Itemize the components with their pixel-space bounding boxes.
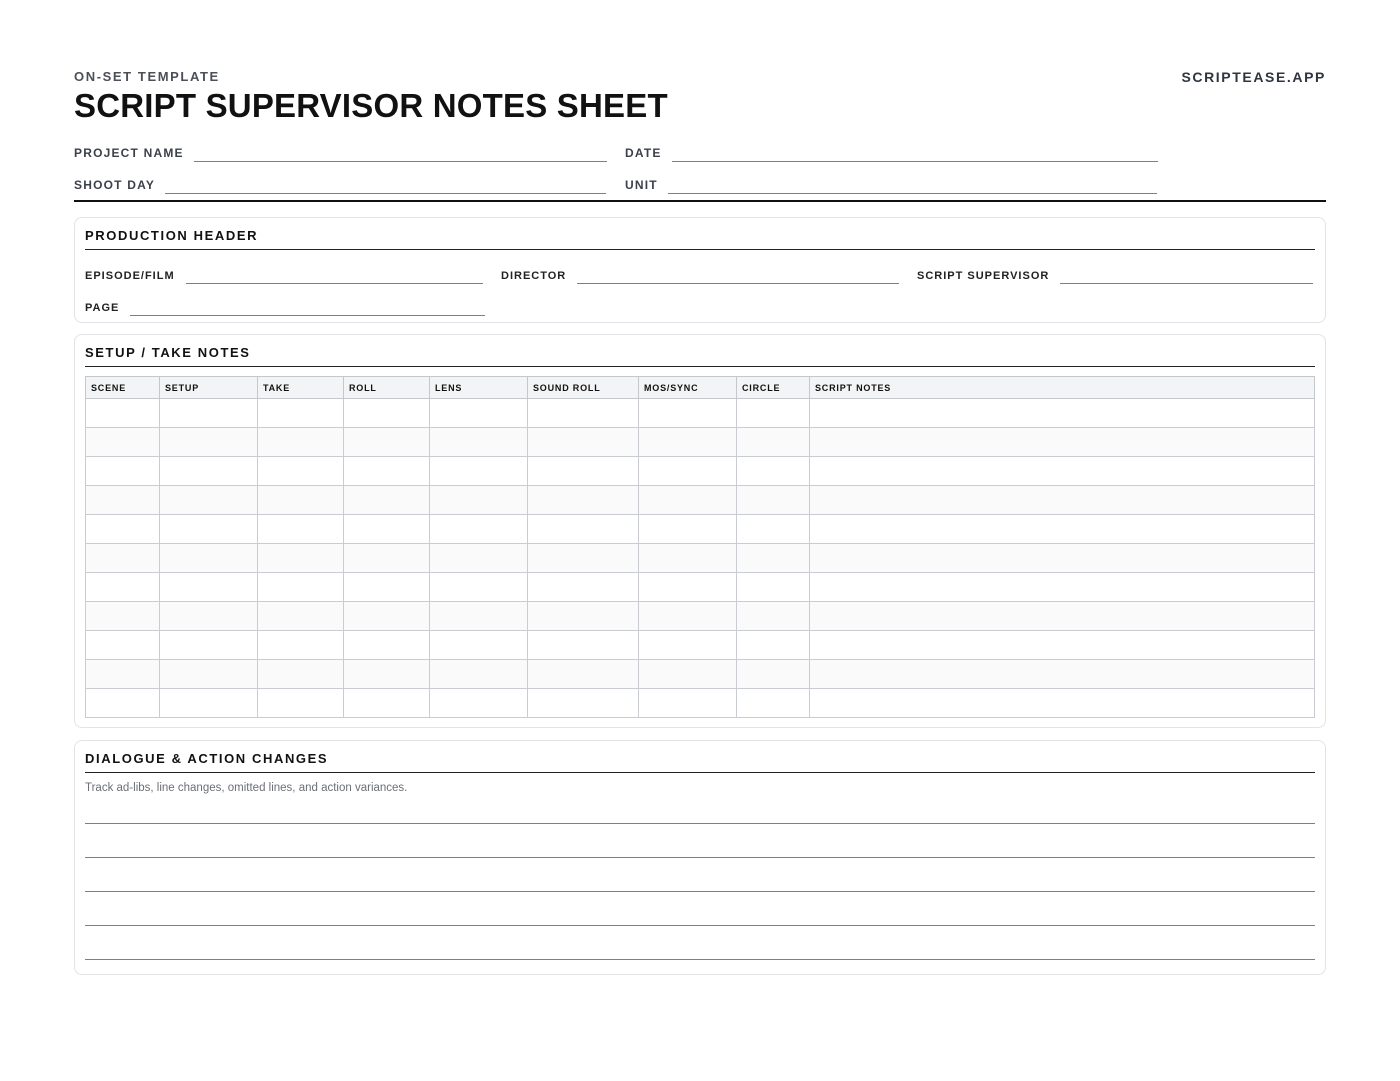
- table-cell[interactable]: [430, 631, 528, 660]
- table-cell[interactable]: [810, 428, 1315, 457]
- table-cell[interactable]: [737, 631, 810, 660]
- table-cell[interactable]: [160, 486, 258, 515]
- column-header: SCENE: [86, 377, 160, 399]
- director-label: DIRECTOR: [501, 270, 567, 282]
- column-header: SETUP: [160, 377, 258, 399]
- episode-film-line[interactable]: [186, 283, 483, 284]
- table-cell[interactable]: [810, 660, 1315, 689]
- column-header: TAKE: [258, 377, 344, 399]
- table-cell[interactable]: [344, 457, 430, 486]
- setup-take-notes-card: [74, 334, 1326, 728]
- shoot-day-field[interactable]: [74, 176, 606, 192]
- table-row: [86, 457, 1315, 486]
- table-cell[interactable]: [528, 602, 639, 631]
- table-cell[interactable]: [344, 631, 430, 660]
- table-cell[interactable]: [810, 457, 1315, 486]
- table-cell[interactable]: [528, 573, 639, 602]
- table-cell[interactable]: [737, 689, 810, 718]
- table-cell[interactable]: [258, 428, 344, 457]
- table-cell[interactable]: [737, 428, 810, 457]
- table-cell[interactable]: [430, 602, 528, 631]
- director-field[interactable]: [501, 268, 899, 282]
- table-cell[interactable]: [160, 602, 258, 631]
- table-cell[interactable]: [430, 515, 528, 544]
- unit-label: UNIT: [625, 178, 658, 192]
- column-header: ROLL: [344, 377, 430, 399]
- table-cell[interactable]: [737, 457, 810, 486]
- page-label: PAGE: [85, 302, 120, 314]
- table-cell[interactable]: [86, 660, 160, 689]
- table-cell[interactable]: [430, 689, 528, 718]
- date-line[interactable]: [672, 161, 1158, 162]
- writing-lines: [85, 790, 1315, 960]
- project-name-field[interactable]: [74, 144, 607, 160]
- table-cell[interactable]: [160, 457, 258, 486]
- take-log-table: [85, 376, 1315, 718]
- unit-line[interactable]: [668, 193, 1157, 194]
- table-cell[interactable]: [344, 515, 430, 544]
- table-cell[interactable]: [639, 573, 737, 602]
- table-cell[interactable]: [160, 399, 258, 428]
- table-cell[interactable]: [430, 544, 528, 573]
- column-header: SOUND ROLL: [528, 377, 639, 399]
- table-row: [86, 399, 1315, 428]
- table-cell[interactable]: [528, 689, 639, 718]
- table-cell[interactable]: [430, 660, 528, 689]
- table-cell[interactable]: [258, 573, 344, 602]
- table-cell[interactable]: [639, 660, 737, 689]
- table-cell[interactable]: [430, 573, 528, 602]
- writing-line[interactable]: [85, 892, 1315, 926]
- table-cell[interactable]: [86, 428, 160, 457]
- table-cell[interactable]: [737, 399, 810, 428]
- table-cell[interactable]: [258, 544, 344, 573]
- writing-line[interactable]: [85, 824, 1315, 858]
- setup-take-notes-title: SETUP / TAKE NOTES: [85, 335, 1315, 367]
- shoot-day-line[interactable]: [165, 193, 606, 194]
- table-cell[interactable]: [160, 515, 258, 544]
- table-cell[interactable]: [86, 573, 160, 602]
- table-cell[interactable]: [810, 689, 1315, 718]
- shoot-day-label: SHOOT DAY: [74, 178, 156, 192]
- table-cell[interactable]: [528, 399, 639, 428]
- table-row: [86, 689, 1315, 718]
- table-cell[interactable]: [258, 631, 344, 660]
- table-cell[interactable]: [810, 602, 1315, 631]
- table-cell[interactable]: [86, 399, 160, 428]
- table-cell[interactable]: [258, 399, 344, 428]
- table-cell[interactable]: [737, 660, 810, 689]
- project-name-label: PROJECT NAME: [74, 146, 184, 160]
- table-cell[interactable]: [344, 428, 430, 457]
- table-cell[interactable]: [810, 399, 1315, 428]
- table-cell[interactable]: [528, 486, 639, 515]
- writing-line[interactable]: [85, 790, 1315, 824]
- dialogue-action-title: DIALOGUE & ACTION CHANGES: [85, 741, 1315, 773]
- script-supervisor-line[interactable]: [1060, 283, 1313, 284]
- table-row: [86, 486, 1315, 515]
- writing-line[interactable]: [85, 858, 1315, 892]
- table-cell[interactable]: [86, 602, 160, 631]
- table-row: [86, 573, 1315, 602]
- date-label: DATE: [625, 146, 662, 160]
- table-cell[interactable]: [86, 457, 160, 486]
- unit-field[interactable]: [625, 176, 1157, 192]
- table-cell[interactable]: [160, 689, 258, 718]
- take-log-body: [86, 399, 1315, 718]
- table-cell[interactable]: [528, 457, 639, 486]
- dialogue-hint: Track ad-libs, line changes, omitted lines, and action variances.: [85, 782, 408, 794]
- table-cell[interactable]: [528, 660, 639, 689]
- episode-film-label: EPISODE/FILM: [85, 270, 175, 282]
- brand-logo-text: SCRIPTEASE.APP: [1181, 69, 1326, 85]
- production-header-card: [74, 217, 1326, 323]
- table-cell[interactable]: [810, 573, 1315, 602]
- table-cell[interactable]: [344, 399, 430, 428]
- table-cell[interactable]: [160, 544, 258, 573]
- table-header-row: [86, 377, 1315, 399]
- table-row: [86, 660, 1315, 689]
- template-kicker: ON-SET TEMPLATE: [74, 69, 220, 84]
- table-cell[interactable]: [344, 486, 430, 515]
- writing-line[interactable]: [85, 926, 1315, 960]
- table-cell[interactable]: [86, 631, 160, 660]
- table-cell[interactable]: [639, 515, 737, 544]
- director-line[interactable]: [577, 283, 899, 284]
- table-cell[interactable]: [258, 602, 344, 631]
- table-cell[interactable]: [160, 428, 258, 457]
- table-cell[interactable]: [258, 515, 344, 544]
- table-cell[interactable]: [430, 428, 528, 457]
- table-cell[interactable]: [344, 544, 430, 573]
- episode-film-field[interactable]: [85, 268, 483, 282]
- table-cell[interactable]: [528, 428, 639, 457]
- table-cell[interactable]: [258, 457, 344, 486]
- table-cell[interactable]: [344, 573, 430, 602]
- page-title: SCRIPT SUPERVISOR NOTES SHEET: [74, 87, 668, 124]
- table-cell[interactable]: [810, 544, 1315, 573]
- sheet-header: [74, 0, 1326, 132]
- table-cell[interactable]: [639, 631, 737, 660]
- table-cell[interactable]: [86, 515, 160, 544]
- table-cell[interactable]: [737, 544, 810, 573]
- table-cell[interactable]: [258, 689, 344, 718]
- table-cell[interactable]: [639, 544, 737, 573]
- table-cell[interactable]: [528, 544, 639, 573]
- table-cell[interactable]: [344, 602, 430, 631]
- table-cell[interactable]: [86, 544, 160, 573]
- column-header: CIRCLE: [737, 377, 810, 399]
- table-cell[interactable]: [639, 457, 737, 486]
- table-cell[interactable]: [810, 631, 1315, 660]
- table-cell[interactable]: [430, 486, 528, 515]
- table-cell[interactable]: [528, 515, 639, 544]
- table-cell[interactable]: [737, 515, 810, 544]
- table-cell[interactable]: [639, 399, 737, 428]
- table-row: [86, 428, 1315, 457]
- table-cell[interactable]: [86, 689, 160, 718]
- table-cell[interactable]: [344, 689, 430, 718]
- table-cell[interactable]: [528, 631, 639, 660]
- table-cell[interactable]: [430, 457, 528, 486]
- table-cell[interactable]: [160, 631, 258, 660]
- table-cell[interactable]: [737, 573, 810, 602]
- table-cell[interactable]: [639, 428, 737, 457]
- table-row: [86, 602, 1315, 631]
- page-line[interactable]: [130, 315, 485, 316]
- header-divider: [74, 200, 1326, 202]
- table-cell[interactable]: [737, 486, 810, 515]
- table-cell[interactable]: [639, 602, 737, 631]
- table-cell[interactable]: [430, 399, 528, 428]
- table-cell[interactable]: [737, 602, 810, 631]
- page-field[interactable]: [85, 300, 485, 314]
- table-cell[interactable]: [344, 660, 430, 689]
- table-cell[interactable]: [639, 486, 737, 515]
- date-field[interactable]: [625, 144, 1158, 160]
- column-header: LENS: [430, 377, 528, 399]
- table-cell[interactable]: [810, 515, 1315, 544]
- table-row: [86, 544, 1315, 573]
- table-cell[interactable]: [160, 660, 258, 689]
- table-row: [86, 515, 1315, 544]
- script-supervisor-field[interactable]: [917, 268, 1313, 282]
- column-header: MOS/SYNC: [639, 377, 737, 399]
- script-supervisor-label: SCRIPT SUPERVISOR: [917, 270, 1050, 282]
- project-name-line[interactable]: [194, 161, 607, 162]
- table-row: [86, 631, 1315, 660]
- table-cell[interactable]: [160, 573, 258, 602]
- table-cell[interactable]: [810, 486, 1315, 515]
- table-cell[interactable]: [86, 486, 160, 515]
- table-cell[interactable]: [258, 486, 344, 515]
- production-header-title: PRODUCTION HEADER: [85, 218, 1315, 250]
- column-header: SCRIPT NOTES: [810, 377, 1315, 399]
- dialogue-action-card: [74, 740, 1326, 975]
- table-cell[interactable]: [639, 689, 737, 718]
- table-cell[interactable]: [258, 660, 344, 689]
